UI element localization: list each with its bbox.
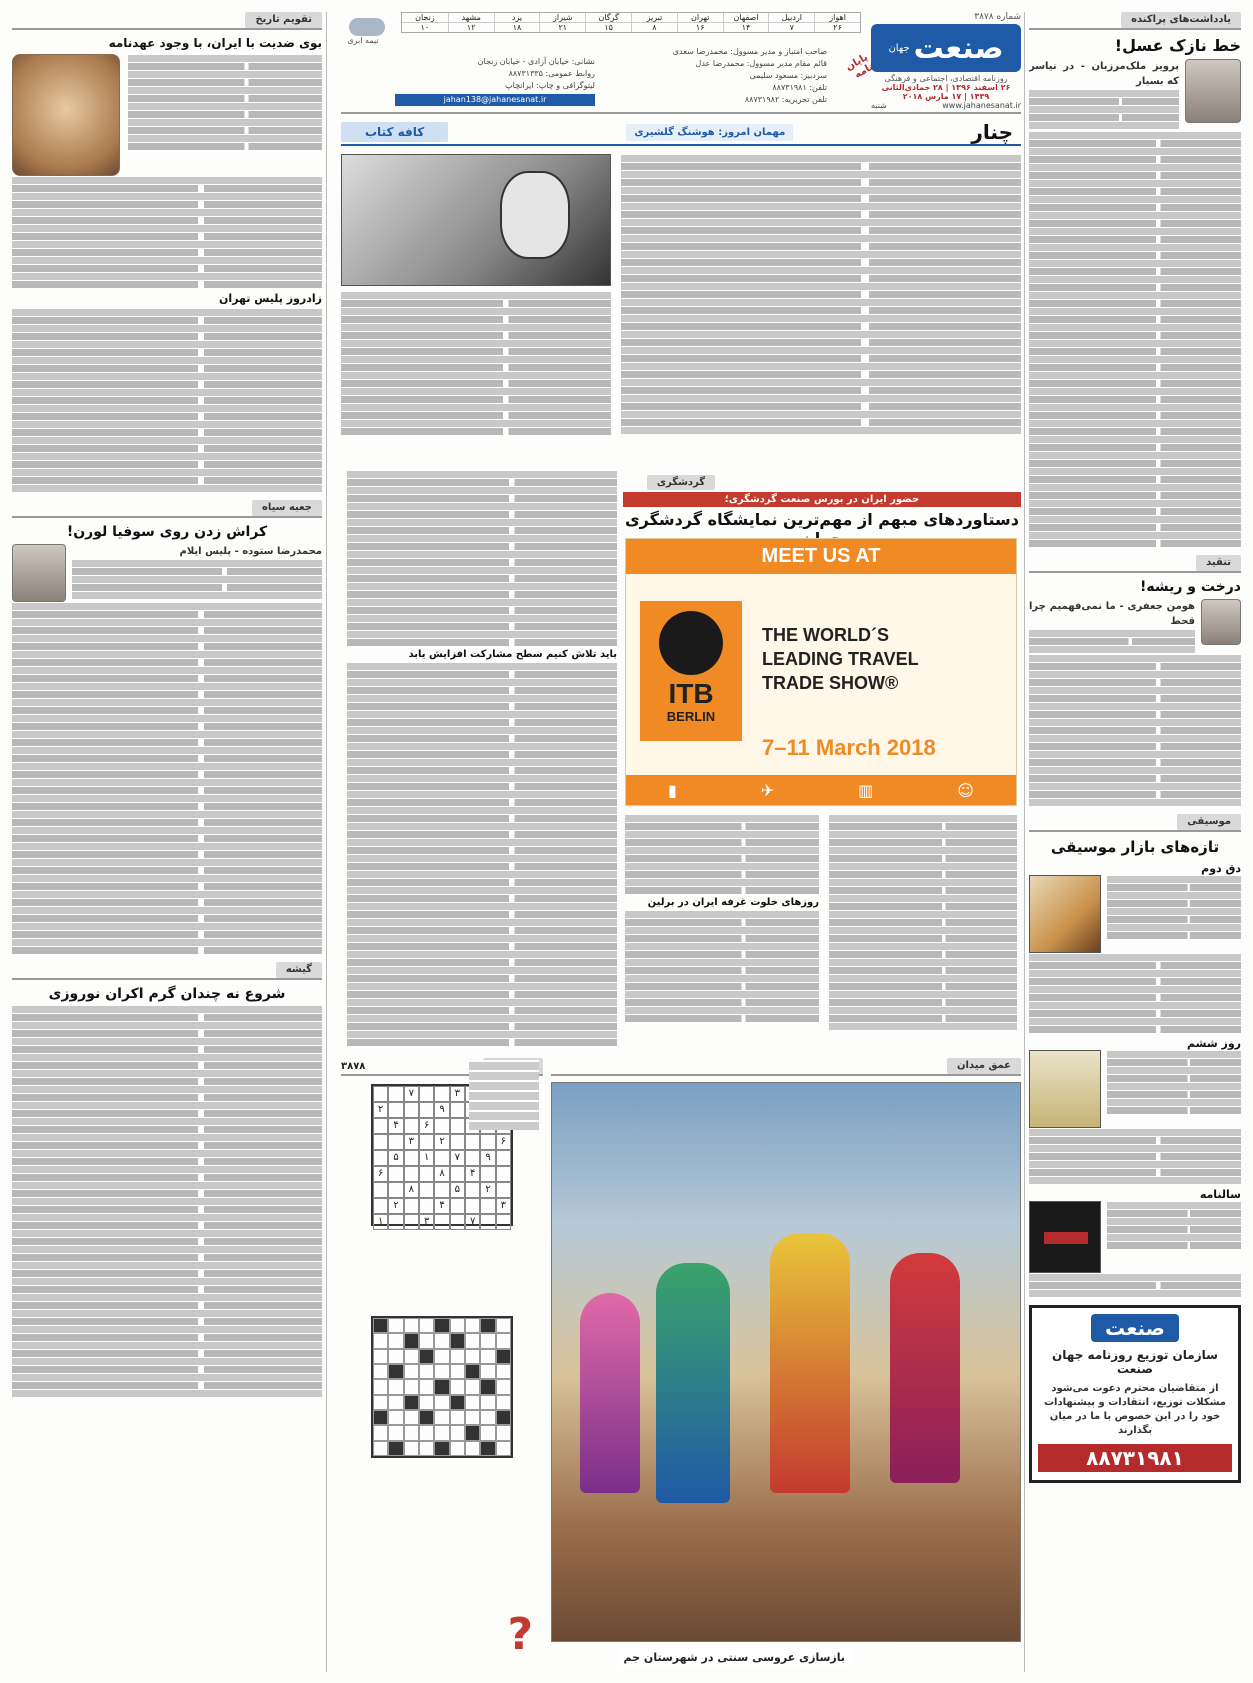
column-rule [326,12,327,1672]
distribution-ad [1029,1305,1241,1483]
weather-temp: ۱۶ [677,22,723,32]
album2-title: روز ششم [1187,1037,1241,1050]
memo-author: پرویز ملک‌مرزبان - در نیاسر که بسیار [1029,61,1179,87]
weather-temp: ۱۰ [402,22,448,32]
question-mark-icon: ? [507,1609,533,1660]
album3-cover [1029,1201,1101,1273]
itb-ad [625,538,1017,806]
history-title-2: زادروز پلیس تهران [219,292,322,305]
weather-city: اردبیل [768,13,814,22]
opinion-tagbar [12,500,322,518]
weather-city: زنجان [415,13,435,22]
logo-small: جهان [888,42,910,54]
globe-icon [659,611,723,675]
photo-tag: عمق میدان [947,1058,1021,1074]
weather-table [401,12,861,44]
tourism-col2b [625,911,819,1022]
itb-dates: 7–11 March 2018 [762,735,936,760]
cinema-body [12,1006,322,1397]
tourism-section [341,470,1021,1050]
critic-tagbar [1029,555,1241,573]
tourism-col2a [625,815,819,894]
weather-temp: ۱۸ [494,22,540,32]
weather-city: تهران [677,13,723,22]
tourism-col1 [829,814,1017,1031]
itb-icon-strip [626,775,1016,805]
album3-body [1029,1274,1241,1297]
itb-line4: TRADE SHOW® [762,673,899,693]
weather-temp: ۸ [631,22,677,32]
weather-temp: ۲۶ [814,22,860,32]
gate-icon: ▥ [858,780,874,800]
address-block [395,56,595,106]
cafe-body-left [341,292,611,435]
weather-city: گرگان [585,13,631,22]
crossword-grid[interactable] [371,1316,513,1458]
album1-text [1107,875,1241,953]
photo-caption: بازسازی عروسی سنتی در شهرستان جم [618,1649,851,1666]
opinion-intro [72,560,322,599]
tourism-col3a [347,471,617,646]
itb-logo-sub: BERLIN [666,709,716,724]
email[interactable]: jahan138@jahanesanat.ir [395,94,595,106]
critic-author: هومن جعفری - ما نمی‌فهمیم چرا قحط [1029,601,1195,627]
cinema-tag: گیشه [276,962,322,978]
ad-title: سازمان توزیع روزنامه جهان صنعت [1052,1348,1218,1376]
logo [871,24,1021,72]
album3-title: سالنامه [1199,1188,1241,1201]
weather-temp: ۱۵ [585,22,631,32]
memo-text [1029,90,1179,129]
tourism-col3b [347,663,617,1046]
cafe-header [341,120,1021,146]
opinion-photo [12,544,66,602]
critic-body [1029,655,1241,806]
cafe-tag: کافه کتاب [341,122,448,142]
music-tagbar [1029,814,1241,832]
music-title: تازه‌های بازار موسیقی [1050,838,1220,856]
back-page-badge: پایان نامه [844,51,876,81]
cinema-title: شروع نه چندان گرم اکران نوروزی [48,986,286,1002]
luggage-icon: ▮ [667,780,677,800]
weather-label: نیمه ابری [347,36,379,45]
subhead-berlin: روزهای خلوت غرفه ایران در برلین [647,897,819,908]
opinion-body [12,603,322,954]
memo-body [1029,132,1241,547]
subtitle: روزنامه اقتصادی، اجتماعی و فرهنگی [884,74,1008,83]
masthead [341,12,1021,114]
weather-temp: ۲۱ [539,22,585,32]
date-line: ۲۶ اسفند ۱۳۹۶ | ۲۸ جمادی‌الثانی ۱۴۳۹ | ۱۷ مارس ۲۰۱۸ [881,83,1011,101]
itb-line3: LEADING TRAVEL [762,649,919,669]
cloud-icon [349,18,385,36]
memo-tag: یادداشت‌های پراکنده [1121,12,1241,28]
column-rule [1024,12,1025,1672]
history-tagbar [12,12,322,30]
history-tag: تقویم تاریخ [245,12,322,28]
cafe-body-right [621,154,1021,436]
weather-icon [341,12,385,52]
photo-tagbar [551,1058,1021,1076]
itb-line2: THE WORLD´S [762,625,889,645]
sudoku-thumbs [469,1060,539,1130]
logo-text: صنعت [913,30,1004,66]
staff-line: صاحب امتیاز و مدیر مسوول: محمدرضا سعدی [672,47,827,56]
album2-cover [1029,1050,1101,1128]
album1-title: دق دوم [1201,862,1241,875]
weather-city: مشهد [448,13,494,22]
history-body-c [12,309,322,492]
itb-logo [640,601,742,741]
critic-title: درخت و ریشه! [1139,579,1241,595]
history-body-a [128,54,322,176]
website[interactable]: www.jahanesanat.ir [942,101,1021,110]
weather-temp: ۱۴ [723,22,769,32]
author-photo [1185,59,1241,123]
author-portrait [341,154,611,286]
staff-line: سردبیر: مسعود سلیمی [749,71,827,80]
cinema-tagbar [12,962,322,980]
subhead-participation: باید تلاش کنیم سطح مشارکت افزایش یابد [408,649,617,660]
ad-phone: ۸۸۷۳۱۹۸۱ [1038,1444,1232,1472]
sudoku-grid[interactable]: ۳ ۷ ۹ ۲ ۶ ۴ ۶ ۲ ۳ ۹ ۷ ۱ ۵ ۴ ۸ ۶ ۲ ۵ ۸ ۳ ۴ ۲ ۷ ۳ ۱ [371,1084,513,1226]
history-title: بوی ضدیت با ایران، با وجود عهدنامه [108,36,322,50]
ad-logo: صنعت [1091,1314,1179,1342]
staff-line: تلفن: ۸۸۷۳۱۹۸۱ [772,83,827,92]
opinion-tag: جعبه سیاه [252,500,322,516]
tourism-headline: دستاوردهای مبهم از مهم‌ترین نمایشگاه گردشگری [624,510,1019,529]
album2-text [1107,1050,1241,1128]
critic-tag: تنقید [1196,555,1241,571]
right-column [1029,12,1241,1672]
opinion-title: کراش زدن روی سوفیا لورن! [66,524,268,540]
address-line: لیتوگرافی و چاپ: ایرانچاپ [505,81,595,90]
address-line: نشانی: خیابان آزادی - خیابان زنجان [477,57,595,66]
coin-portrait [12,54,120,176]
staff-line: تلفن تحریریه: ۸۸۷۳۱۹۸۲ [744,95,827,104]
weather-temp: ۱۲ [448,22,494,32]
sudoku-number: ۳۸۷۸ [341,1060,366,1072]
address-line: روابط عمومی: ۸۸۷۳۱۳۳۵ [508,69,595,78]
staff-line: قائم مقام مدیر مسوول: محمدرضا عدل [695,59,827,68]
memo-title: خط نازک عسل! [1114,36,1241,55]
album2-body [1029,1129,1241,1184]
album1-body [1029,954,1241,1033]
sudoku-section [341,1058,543,1670]
logo-block [871,12,1021,110]
critic-photo [1201,599,1241,645]
issue-label: شماره ۳۸۷۸ [974,12,1021,22]
weather-city: شیراز [539,13,585,22]
people-icon: ☺ [957,780,974,800]
weather-temp: ۷ [768,22,814,32]
guest-label: مهمان امروز: هوشنگ گلشیری [626,124,793,141]
ad-text: از متقاضیان محترم دعوت می‌شود مشکلات توزیع، انتقادات و پیشنهادات خود را در این خصوص با ما در میان بگذارند [1043,1383,1227,1436]
left-column [12,12,322,1672]
cafe-main-title: چنار [971,120,1013,144]
album1-cover [1029,875,1101,953]
history-body-b [12,177,322,288]
tourism-kicker: حضور ایران در بورس صنعت گردشگری؛ [623,492,1021,507]
itb-meet: MEET US AT [626,539,1016,574]
day: شنبه [871,101,887,110]
weather-city: یزد [494,13,540,22]
weather-city: اصفهان [723,13,769,22]
critic-text [1029,630,1195,653]
photo-section [551,1058,1021,1670]
music-tag: موسیقی [1177,814,1241,830]
opinion-author: محمدرضا ستوده - پلیس ایلام [179,546,322,557]
cafe-ketab-section [341,120,1021,465]
album3-text [1107,1201,1241,1273]
itb-logo-text: ITB [668,678,714,709]
memo-tagbar [1029,12,1241,30]
weather-city: تبریز [631,13,677,22]
plane-icon: ✈ [760,780,775,800]
weather-city: اهواز [814,13,860,22]
tourism-tag: گردشگری [647,475,715,490]
staff-block [597,46,827,106]
wedding-photo [551,1082,1021,1642]
